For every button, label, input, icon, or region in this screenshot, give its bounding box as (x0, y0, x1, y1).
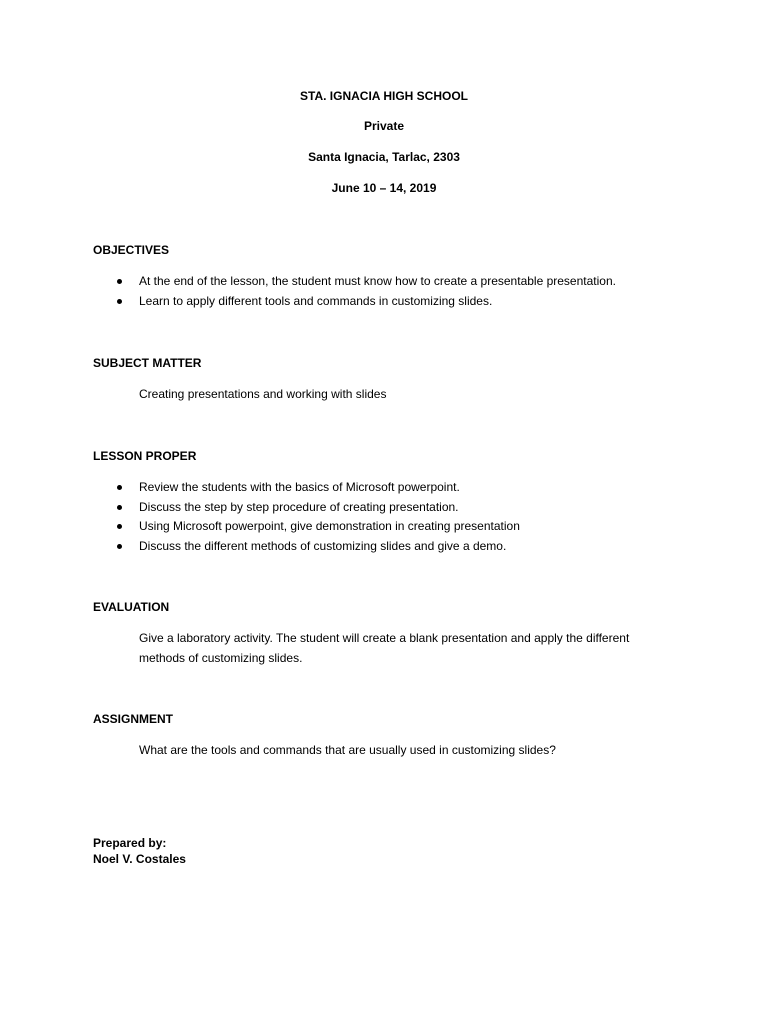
list-item (0, 517, 520, 537)
bullet-icon (117, 299, 122, 304)
school-address: Santa Ignacia, Tarlac, 2303 (308, 150, 460, 164)
author-name: Noel V. Costales (93, 852, 186, 866)
list-item (0, 272, 616, 292)
assignment-text: What are the tools and commands that are usually used in customizing slides? (139, 743, 556, 757)
subject-matter-text: Creating presentations and working with slides (139, 387, 387, 401)
objective-text: Learn to apply different tools and commands in customizing slides. (139, 293, 493, 308)
bullet-icon (117, 544, 122, 549)
list-item (0, 478, 520, 498)
bullet-icon (117, 485, 122, 490)
objectives-heading: OBJECTIVES (93, 243, 170, 257)
lesson-proper-heading: LESSON PROPER (93, 449, 197, 463)
lesson-step-text: Discuss the different methods of customizing slides and give a demo. (139, 538, 507, 553)
bullet-icon (117, 524, 122, 529)
list-item (0, 537, 520, 557)
objective-text: At the end of the lesson, the student must know how to create a presentable presentation. (139, 274, 616, 288)
lesson-step-text: Review the students with the basics of Microsoft powerpoint. (139, 480, 460, 494)
subject-matter-heading: SUBJECT MATTER (93, 356, 202, 370)
evaluation-text: Give a laboratory activity. The student will create a blank presentation and apply the different methods of customizing slides. (139, 631, 630, 665)
bullet-icon (117, 279, 122, 284)
prepared-by-label: Prepared by: (93, 836, 167, 850)
objectives-list (0, 272, 616, 311)
lesson-date: June 10 – 14, 2019 (331, 181, 437, 195)
school-type: Private (363, 119, 405, 133)
evaluation-heading: EVALUATION (93, 600, 170, 614)
list-item (0, 498, 520, 518)
bullet-icon (117, 505, 122, 510)
list-item (0, 292, 616, 312)
lesson-step-text: Using Microsoft powerpoint, give demonstration in creating presentation (139, 519, 520, 533)
school-name: STA. IGNACIA HIGH SCHOOL (300, 89, 468, 103)
lesson-step-text: Discuss the step by step procedure of creating presentation. (139, 499, 459, 514)
lesson-proper-list (0, 478, 520, 556)
assignment-heading: ASSIGNMENT (93, 712, 174, 726)
